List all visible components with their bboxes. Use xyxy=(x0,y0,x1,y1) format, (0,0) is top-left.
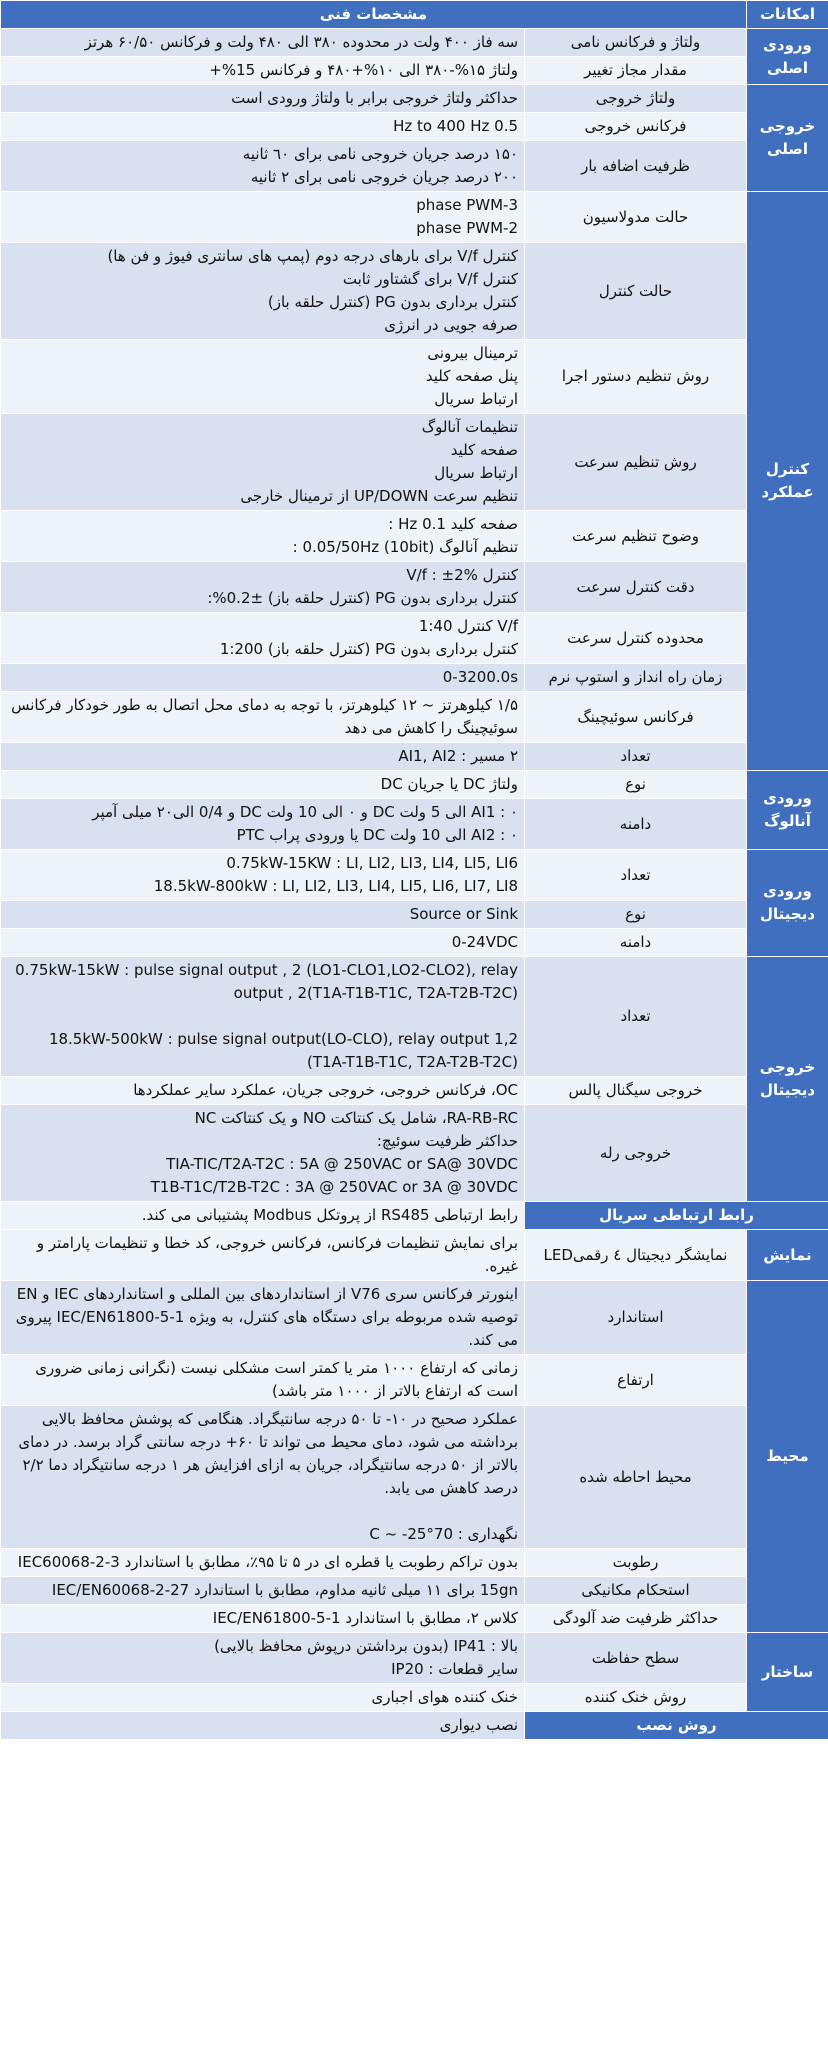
value-cell xyxy=(1,613,525,664)
value-line: حداکثر ظرفیت سوئیچ: xyxy=(376,1132,519,1150)
spec-row xyxy=(1,113,828,141)
value-cell xyxy=(1,85,525,113)
parameter-cell: نوع xyxy=(525,901,747,929)
value-cell xyxy=(1,113,525,141)
parameter-cell: وضوح تنظیم سرعت xyxy=(525,511,747,562)
parameter-cell: ظرفیت اضافه بار xyxy=(525,141,747,192)
serial-title: رابط ارتباطی سریال xyxy=(525,1202,828,1230)
parameter-cell: خروجی رله xyxy=(525,1105,747,1202)
parameter-cell: ولتاژ و فرکانس نامی xyxy=(525,29,747,57)
parameter-cell: حداکثر ظرفیت ضد آلودگی xyxy=(525,1605,747,1633)
value-line: تنظیم آنالوگ (10bit) 0.05/50Hz : xyxy=(292,538,519,556)
value-line: ولتاژ DC یا جریان DC xyxy=(380,775,519,793)
parameter-cell: دامنه xyxy=(525,929,747,957)
value-cell xyxy=(1,1406,525,1549)
value-line: اینورتر فرکانس سری V76 از استانداردهای بین المللی و استانداردهای IEC و EN توصیه شده مربوطه برای دستگاه های کنترل، به ویژه IEC/EN61800-5-1 پیروی می کند. xyxy=(15,1285,519,1349)
spec-row xyxy=(1,1105,828,1202)
parameter-cell: مقدار مجاز تغییر xyxy=(525,57,747,85)
value-cell xyxy=(1,1549,525,1577)
spec-row xyxy=(1,1577,828,1605)
parameter-cell: فرکانس سوئیچینگ xyxy=(525,692,747,743)
value-line: 18.5kW-800kW : LI, LI2, LI3, LI4, LI5, LI6, LI7, LI8 xyxy=(153,877,519,895)
value-line: سایر قطعات : IP20 xyxy=(391,1660,519,1678)
value-line: ۲ مسیر : AI1, AI2 xyxy=(398,747,519,765)
value-cell xyxy=(1,562,525,613)
value-line: عملکرد صحیح در ۱۰- تا ۵۰ درجه سانتیگراد. هنگامی که پوشش محافظ بالایی برداشته می شود، دمای محیط می تواند تا ۶۰+ درجه سانتی گراد برسد. در دمای بالاتر از ۵۰ درجه سانتیگراد، جریان به ازای افزایش هر ۱ درجه سانتیگراد دما ۲/۲ درصد کاهش می یابد. xyxy=(18,1410,519,1497)
parameter-cell: ارتفاع xyxy=(525,1355,747,1406)
value-line: ولتاژ ۱۵%-۳۸۰ الی ۱۰%+۴۸۰ و فرکانس 15%+ xyxy=(209,61,519,79)
spec-row xyxy=(1,850,828,901)
parameter-cell: روش تنظیم دستور اجرا xyxy=(525,340,747,414)
value-line: 0.5 Hz to 400 Hz xyxy=(393,117,519,135)
category-cell: محیط xyxy=(747,1281,828,1633)
parameter-cell: نوع xyxy=(525,771,747,799)
spec-row xyxy=(1,511,828,562)
spec-row xyxy=(1,1605,828,1633)
value-line: AI2 : ۰ الی 10 ولت DC یا ورودی پراب PTC xyxy=(236,826,519,844)
value-line: 15gn برای ۱۱ میلی ثانیه مداوم، مطابق با استاندارد IEC/EN60068-2-27 xyxy=(51,1581,519,1599)
spec-row xyxy=(1,1406,828,1549)
spec-row xyxy=(1,771,828,799)
spec-row xyxy=(1,799,828,850)
value-line: حداکثر ولتاژ خروجی برابر با ولتاژ ورودی است xyxy=(231,89,519,107)
value-line: کنترل برداری بدون PG (کنترل حلقه باز) 1:200 xyxy=(219,640,519,658)
parameter-cell: تعداد xyxy=(525,850,747,901)
spec-row xyxy=(1,141,828,192)
value-cell xyxy=(1,771,525,799)
value-line: 0-3200.0s xyxy=(442,668,519,686)
value-line: کنترل V/f : ±2% xyxy=(406,566,519,584)
parameter-cell: زمان راه انداز و استوپ نرم xyxy=(525,664,747,692)
value-line: ۲۰۰ درصد جریان خروجی نامی برای ۲ ثانیه xyxy=(250,168,519,186)
parameter-cell: رطوبت xyxy=(525,1549,747,1577)
value-line: کنترل V/f برای بارهای درجه دوم (پمپ های سانتری فیوژ و فن ها) xyxy=(107,247,519,265)
value-cell xyxy=(1,414,525,511)
value-cell xyxy=(1,957,525,1077)
value-cell xyxy=(1,1633,525,1684)
parameter-cell: استحکام مکانیکی xyxy=(525,1577,747,1605)
value-cell xyxy=(1,1077,525,1105)
value-cell xyxy=(1,1684,525,1712)
category-cell: کنترل عملکرد xyxy=(747,192,828,771)
spec-row xyxy=(1,29,828,57)
value-cell xyxy=(1,1281,525,1355)
spec-row xyxy=(1,901,828,929)
value-line: بدون تراکم رطوبت یا قطره ای در ۵ تا ۹۵٪، مطابق با استاندارد IEC60068-2-3 xyxy=(17,1553,519,1571)
value-line: تنظیمات آنالوگ xyxy=(421,418,519,436)
value-cell xyxy=(1,799,525,850)
value-cell xyxy=(1,1230,525,1281)
parameter-cell: ولتاژ خروجی xyxy=(525,85,747,113)
value-cell xyxy=(1,1105,525,1202)
category-cell: خروجی اصلی xyxy=(747,85,828,192)
header-category: امکانات xyxy=(747,1,828,29)
value-line: نگهداری : 70°C ~ -25 xyxy=(369,1525,519,1543)
spec-row xyxy=(1,957,828,1077)
spec-row xyxy=(1,414,828,511)
value-cell xyxy=(1,243,525,340)
value-cell xyxy=(1,1355,525,1406)
spec-row xyxy=(1,192,828,243)
category-cell: ورودی آنالوگ xyxy=(747,771,828,850)
parameter-cell: محدوده کنترل سرعت xyxy=(525,613,747,664)
spec-row xyxy=(1,664,828,692)
value-line: کنترل V/f برای گشتاور ثابت xyxy=(342,270,519,288)
value-line: برای نمایش تنظیمات فرکانس، فرکانس خروجی، کد خطا و تنظیمات پارامتر و غیره. xyxy=(36,1234,519,1275)
mounting-title: روش نصب xyxy=(525,1712,828,1740)
spec-row xyxy=(1,1684,828,1712)
value-line: 3-phase PWM xyxy=(416,196,519,214)
value-line xyxy=(7,1005,518,1028)
value-cell xyxy=(1,192,525,243)
parameter-cell: دامنه xyxy=(525,799,747,850)
value-line: صرفه جویی در انرژی xyxy=(384,316,519,334)
category-cell: نمایش xyxy=(747,1230,828,1281)
header-row xyxy=(1,1,828,29)
parameter-cell: خروجی سیگنال پالس xyxy=(525,1077,747,1105)
value-line: TIA-TIC/T2A-T2C : 5A @ 250VAC or SA@ 30VDC xyxy=(166,1155,519,1173)
value-cell xyxy=(1,850,525,901)
value-cell xyxy=(1,29,525,57)
value-line: 18.5kW-500kW : pulse signal output(LO-CLO), relay output 1,2 (T1A-T1B-T1C, T2A-T2B-T2C) xyxy=(48,1030,519,1071)
mounting-row xyxy=(1,1712,828,1740)
value-line: V/f کنترل 1:40 xyxy=(418,617,519,635)
parameter-cell: تعداد xyxy=(525,957,747,1077)
value-cell xyxy=(1,57,525,85)
value-line: تنظیم سرعت UP/DOWN از ترمینال خارجی xyxy=(240,487,519,505)
spec-row xyxy=(1,340,828,414)
value-cell xyxy=(1,743,525,771)
spec-row xyxy=(1,929,828,957)
value-line: خنک کننده هوای اجباری xyxy=(371,1688,519,1706)
spec-row xyxy=(1,1077,828,1105)
spec-row xyxy=(1,243,828,340)
spec-row xyxy=(1,562,828,613)
parameter-cell: فرکانس خروجی xyxy=(525,113,747,141)
value-line: صفحه کلید xyxy=(450,441,519,459)
header-spec: مشخصات فنی xyxy=(1,1,747,29)
value-cell xyxy=(1,1605,525,1633)
parameter-cell: سطح حفاظت xyxy=(525,1633,747,1684)
parameter-cell: محیط احاطه شده xyxy=(525,1406,747,1549)
serial-text: رابط ارتباطی RS485 از پروتکل Modbus پشتیبانی می کند. xyxy=(1,1202,525,1230)
value-cell xyxy=(1,664,525,692)
spec-row xyxy=(1,692,828,743)
value-line: کنترل برداری بدون PG (کنترل حلقه باز) xyxy=(267,293,519,311)
value-line: ترمینال بیرونی xyxy=(427,344,519,362)
value-line: 0-24VDC xyxy=(451,933,519,951)
value-line: صفحه کلید 0.1 Hz : xyxy=(388,515,519,533)
value-line: کنترل برداری بدون PG (کنترل حلقه باز) ±0.2%: xyxy=(207,589,519,607)
spec-row xyxy=(1,85,828,113)
value-line: OC، فرکانس خروجی، خروجی جریان، عملکرد سایر عملکردها xyxy=(133,1081,519,1099)
value-line: AI1 : ۰ الی 5 ولت DC و ۰ الی 10 ولت DC و 0/4 الی۲۰ میلی آمپر xyxy=(92,803,519,821)
value-cell xyxy=(1,901,525,929)
value-line: ارتباط سریال xyxy=(434,390,519,408)
value-line: RA-RB-RC، شامل یک کنتاکت NO و یک کنتاکت NC xyxy=(194,1109,519,1127)
value-line: Source or Sink xyxy=(409,905,519,923)
category-cell: ورودی اصلی xyxy=(747,29,828,85)
value-line: پنل صفحه کلید xyxy=(425,367,519,385)
spec-table-body xyxy=(1,1,828,1740)
parameter-cell: روش تنظیم سرعت xyxy=(525,414,747,511)
parameter-cell: روش خنک کننده xyxy=(525,1684,747,1712)
parameter-cell: نمایشگر دیجیتال ٤ رقمیLED xyxy=(525,1230,747,1281)
parameter-cell: حالت کنترل xyxy=(525,243,747,340)
spec-row xyxy=(1,1355,828,1406)
value-cell xyxy=(1,141,525,192)
value-line: 0.75kW-15KW : LI, LI2, LI3, LI4, LI5, LI6 xyxy=(226,854,519,872)
spec-row xyxy=(1,1230,828,1281)
serial-row xyxy=(1,1202,828,1230)
value-line: T1B-T1C/T2B-T2C : 3A @ 250VAC or 3A @ 30VDC xyxy=(150,1178,519,1196)
parameter-cell: دقت کنترل سرعت xyxy=(525,562,747,613)
value-line: بالا : IP41 (بدون برداشتن درپوش محافظ بالایی) xyxy=(214,1637,519,1655)
mounting-text: نصب دیواری xyxy=(1,1712,525,1740)
spec-row xyxy=(1,743,828,771)
value-line xyxy=(7,1500,518,1523)
value-line: سه فاز ۴۰۰ ولت در محدوده ۳۸۰ الی ۴۸۰ ولت و فرکانس ۶۰/۵۰ هرتز xyxy=(84,33,519,51)
value-line: زمانی که ارتفاع ۱۰۰۰ متر یا کمتر است مشکلی نیست (نگرانی زمانی ضروری است که ارتفاع بالاتر از ۱۰۰۰ متر باشد) xyxy=(35,1359,519,1400)
value-cell xyxy=(1,1577,525,1605)
value-line: ۱/۵ کیلوهرتز ~ ۱۲ کیلوهرتز، با توجه به دمای محل اتصال به طور خودکار فرکانس سوئیچینگ را کاهش می دهد xyxy=(11,696,519,737)
value-line: 2-phase PWM xyxy=(416,219,519,237)
parameter-cell: استاندارد xyxy=(525,1281,747,1355)
value-line: کلاس ۲، مطابق با استاندارد IEC/EN61800-5-1 xyxy=(212,1609,519,1627)
value-cell xyxy=(1,692,525,743)
category-cell: ورودی دیجیتال xyxy=(747,850,828,957)
value-cell xyxy=(1,511,525,562)
value-line: ۱۵۰ درصد جریان خروجی نامی برای ٦۰ ثانیه xyxy=(242,145,519,163)
spec-row xyxy=(1,1281,828,1355)
value-line: 0.75kW-15kW : pulse signal output , 2 (LO1-CLO1,LO2-CLO2), relay output , 2(T1A-T1B-T1C, T2A-T2B-T2C) xyxy=(15,961,519,1002)
category-cell: خروجی دیجیتال xyxy=(747,957,828,1202)
parameter-cell: حالت مدولاسیون xyxy=(525,192,747,243)
parameter-cell: تعداد xyxy=(525,743,747,771)
spec-row xyxy=(1,1549,828,1577)
value-line: ارتباط سریال xyxy=(434,464,519,482)
category-cell: ساختار xyxy=(747,1633,828,1712)
value-cell xyxy=(1,929,525,957)
spec-row xyxy=(1,613,828,664)
value-cell xyxy=(1,340,525,414)
spec-row xyxy=(1,1633,828,1684)
spec-row xyxy=(1,57,828,85)
